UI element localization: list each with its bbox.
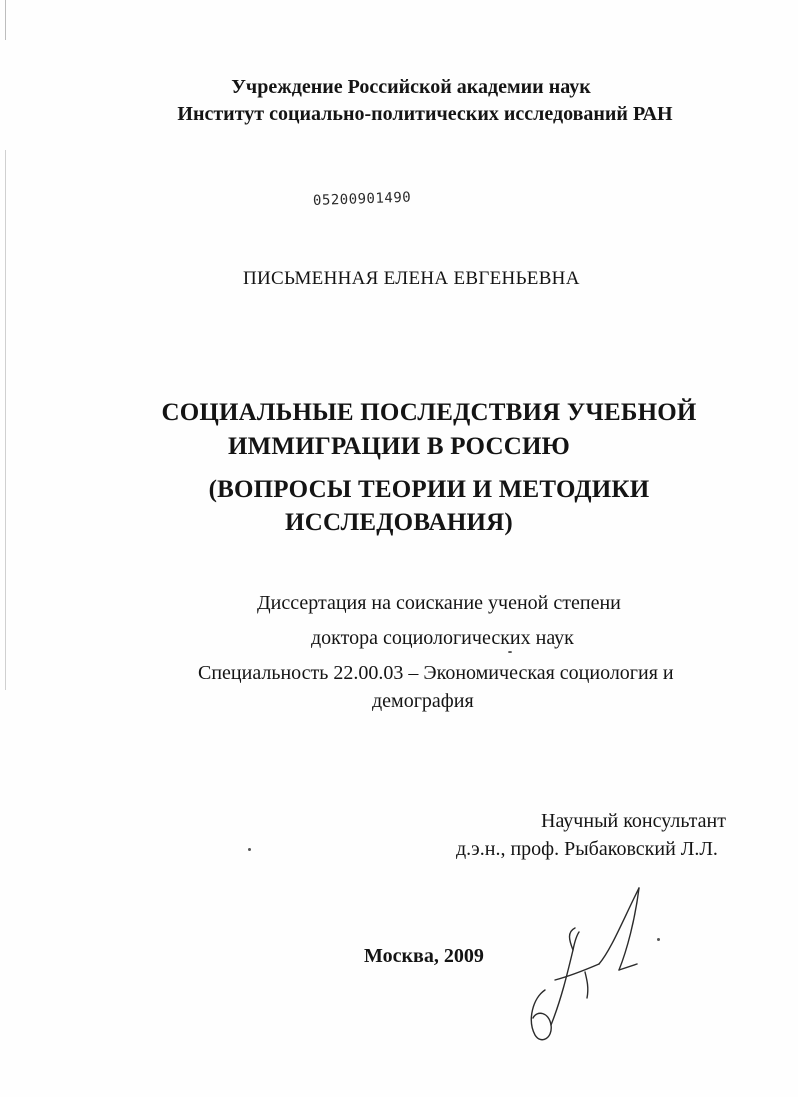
- author-name: ПИСЬМЕННАЯ ЕЛЕНА ЕВГЕНЬЕВНА: [243, 268, 580, 289]
- institution-line-1: Учреждение Российской академии наук: [231, 76, 591, 98]
- scan-edge-line: [5, 150, 6, 690]
- specialty-line-1: Специальность 22.00.03 – Экономическая социология и: [198, 662, 674, 684]
- title-line-4: ИССЛЕДОВАНИЯ): [285, 509, 513, 536]
- degree-line-2: доктора социологических наук: [311, 627, 574, 649]
- advisor-name: д.э.н., проф. Рыбаковский Л.Л.: [456, 838, 718, 860]
- scan-speck: [508, 651, 512, 653]
- specialty-line-2: демография: [372, 690, 474, 712]
- signature-image: [515, 880, 675, 1050]
- title-line-2: ИММИГРАЦИИ В РОССИЮ: [227, 433, 570, 460]
- advisor-role: Научный консультант: [541, 810, 726, 832]
- scan-speck: [248, 848, 251, 851]
- title-line-1: СОЦИАЛЬНЫЕ ПОСЛЕДСТВИЯ УЧЕБНОЙ: [161, 399, 697, 426]
- scan-edge-line: [5, 0, 6, 40]
- registration-code: 05200901490: [312, 189, 412, 209]
- degree-line-1: Диссертация на соискание ученой степени: [257, 592, 621, 614]
- title-line-3: (ВОПРОСЫ ТЕОРИИ И МЕТОДИКИ: [208, 476, 650, 503]
- city-year: Москва, 2009: [364, 945, 484, 967]
- institution-line-2: Институт социально-политических исследований РАН: [177, 103, 673, 125]
